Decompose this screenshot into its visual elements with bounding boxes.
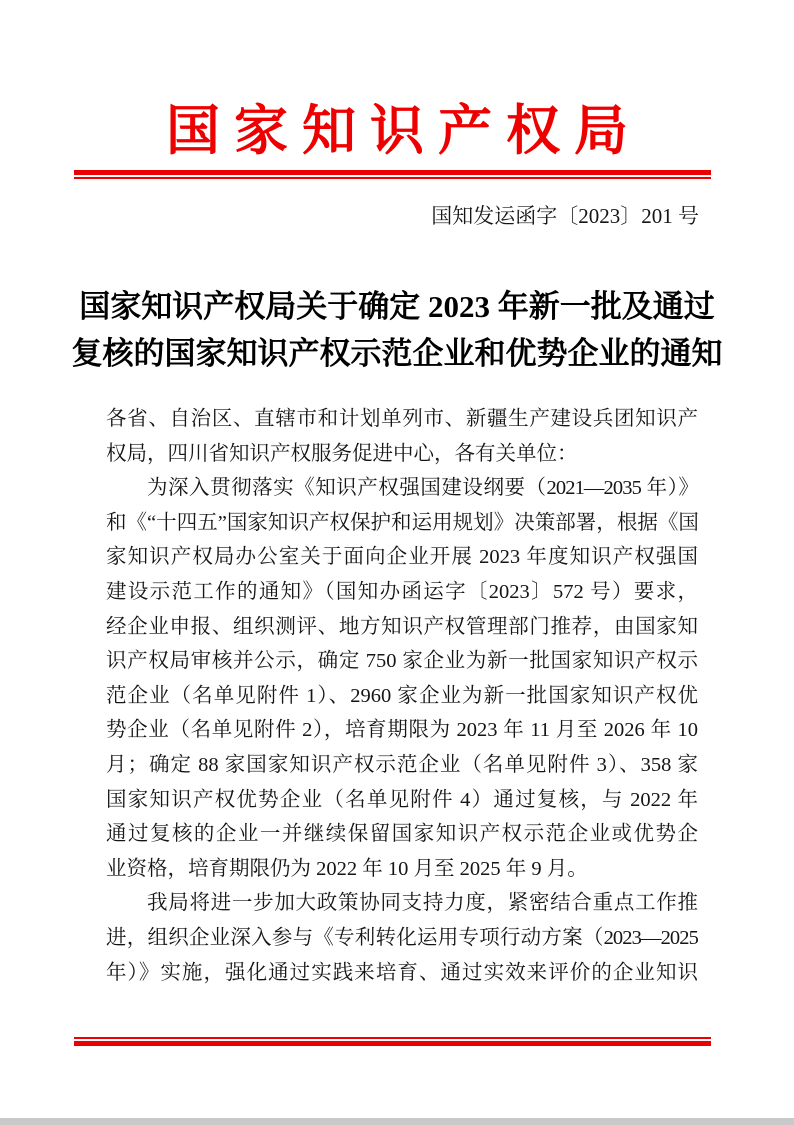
footer-rule-thick: [74, 1041, 711, 1046]
body-line: 识产权局审核并公示，确定 750 家企业为新一批国家知识产权示: [106, 650, 698, 673]
body-line: 势企业（名单见附件 2），培育期限为 2023 年 11 月至 2026 年 10: [106, 719, 698, 742]
letterhead-rule-thin: [74, 177, 711, 179]
body-line: 权局，四川省知识产权服务促进中心，各有关单位：: [106, 442, 578, 465]
body-line: 各省、自治区、直辖市和计划单列市、新疆生产建设兵团知识产: [106, 408, 698, 430]
footer-rule: [74, 1037, 711, 1046]
body-line: 经企业申报、组织测评、地方知识产权管理部门推荐，由国家知: [106, 615, 698, 638]
scan-edge-artifact: [0, 1118, 794, 1125]
notice-title-line1: 国家知识产权局关于确定 2023 年新一批及通过: [79, 289, 715, 324]
body-line: 建设示范工作的通知》（国知办函运字〔2023〕572 号）要求，: [106, 580, 698, 603]
body-line: 家知识产权局办公室关于面向企业开展 2023 年度知识产权强国: [106, 546, 698, 569]
notice-title: [40, 283, 754, 377]
body-line: 进，组织企业深入参与《专利转化运用专项行动方案（2023—2025: [106, 926, 698, 949]
body-line: 范企业（名单见附件 1）、2960 家企业为新一批国家知识产权优: [106, 684, 698, 707]
body-line: 国家知识产权优势企业（名单见附件 4）通过复核，与 2022 年: [106, 788, 698, 811]
body-line: 通过复核的企业一并继续保留国家知识产权示范企业或优势企: [106, 823, 698, 846]
document-number: 国知发运函字〔2023〕201 号: [431, 204, 699, 228]
body-line: 我局将进一步加大政策协同支持力度，紧密结合重点工作推: [147, 892, 698, 915]
letterhead-rule: [74, 170, 711, 179]
notice-title-line2: 复核的国家知识产权示范企业和优势企业的通知: [71, 336, 723, 371]
body-line: 为深入贯彻落实《知识产权强国建设纲要（2021—2035 年）》: [147, 477, 698, 500]
body-line: 业资格，培育期限仍为 2022 年 10 月至 2025 年 9 月。: [106, 857, 588, 880]
agency-letterhead-title: 国家知识产权局: [166, 101, 642, 161]
body-text: [106, 402, 698, 990]
body-line: 年）》实施，强化通过实践来培育、通过实效来评价的企业知识: [106, 961, 698, 984]
body-line: 月；确定 88 家国家知识产权示范企业（名单见附件 3）、358 家: [106, 753, 698, 776]
body-line: 和《“十四五”国家知识产权保护和运用规划》决策部署，根据《国: [106, 511, 698, 534]
